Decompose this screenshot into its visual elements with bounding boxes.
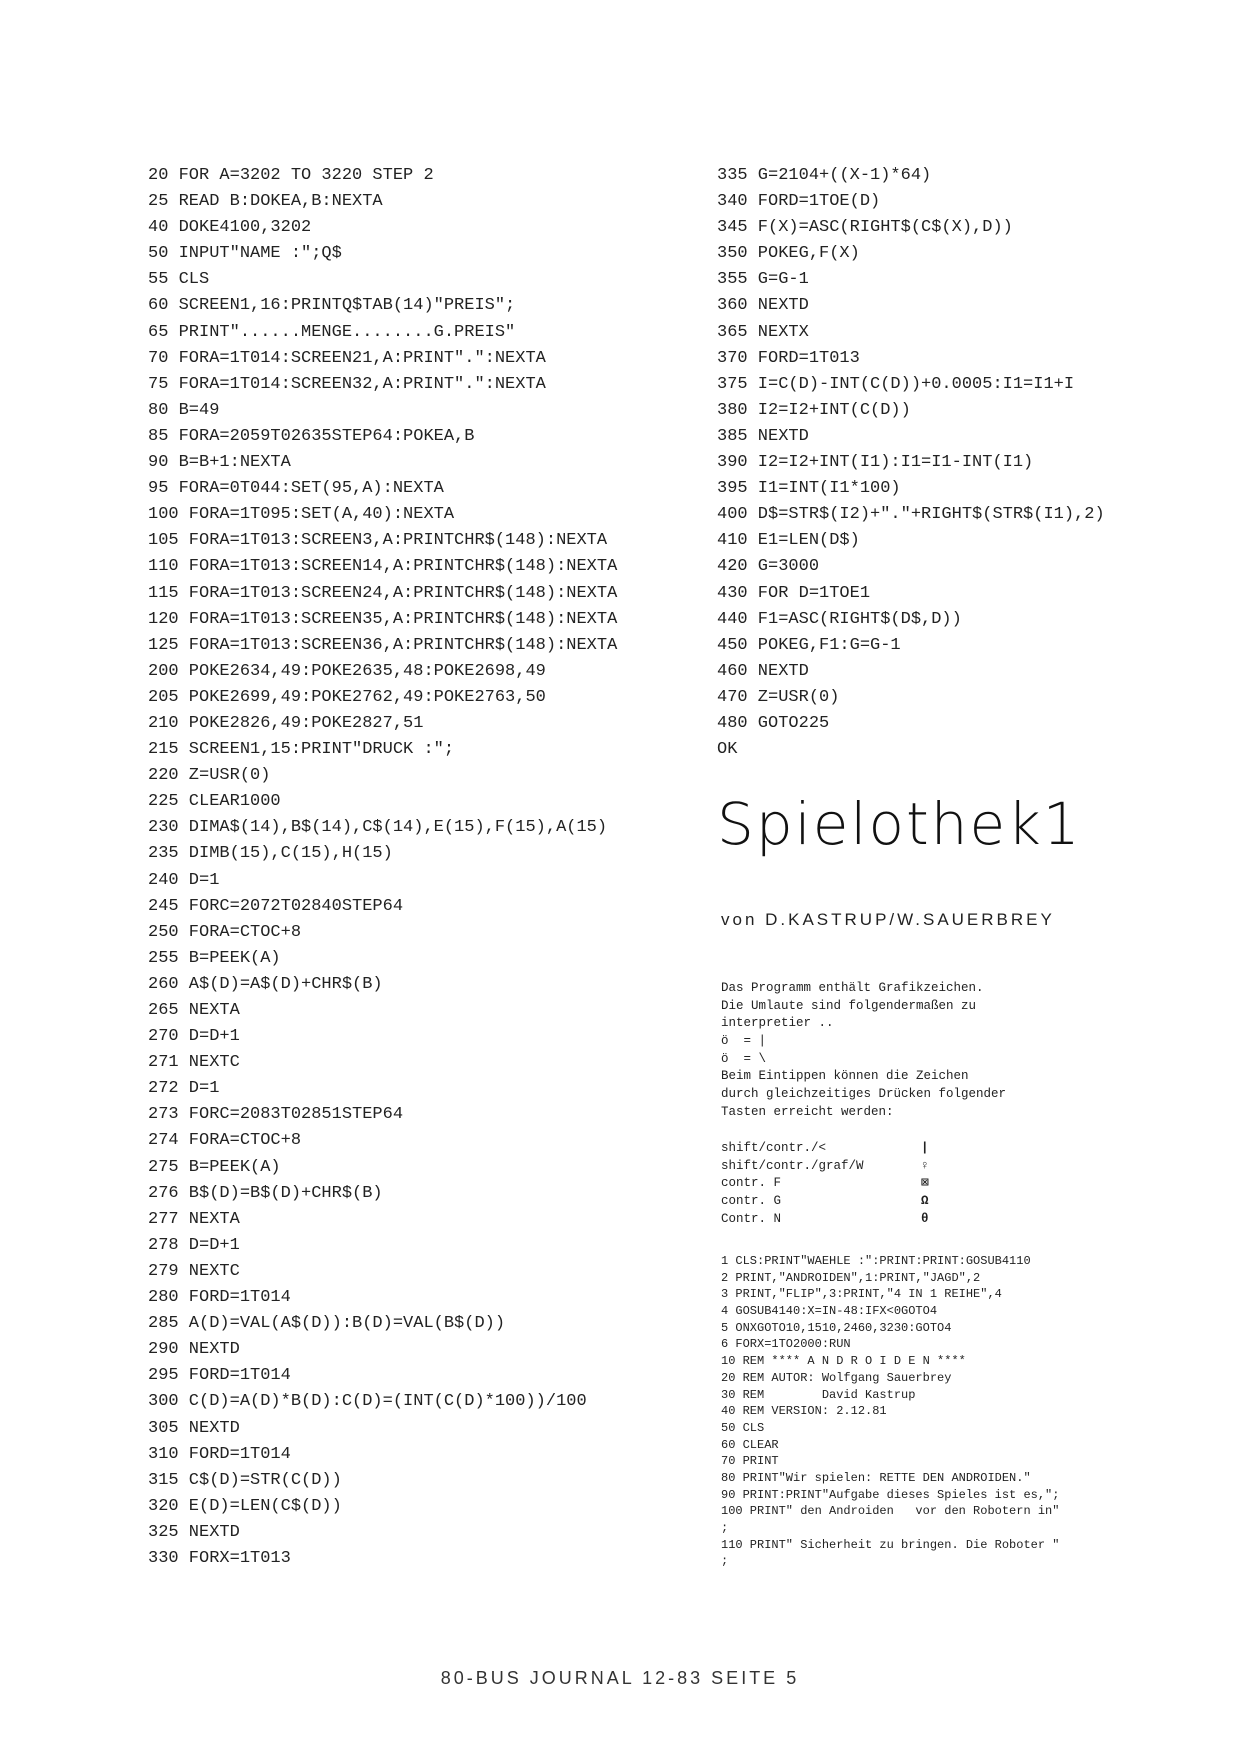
code-line: 20 REM AUTOR: Wolfgang Sauerbrey xyxy=(721,1370,952,1385)
article-title: Spielothek1 xyxy=(717,790,1082,858)
code-line: 271 NEXTC xyxy=(148,1053,240,1073)
code-line: 430 FOR D=1TOE1 xyxy=(717,583,871,603)
code-line: 100 FORA=1T095:SET(A,40):NEXTA xyxy=(148,505,455,525)
code-line: 450 POKEG,F1:G=G-1 xyxy=(717,635,901,655)
code-line: 80 PRINT"Wir spielen: RETTE DEN ANDROIDEN." xyxy=(721,1470,1031,1485)
code-line: 260 A$(D)=A$(D)+CHR$(B) xyxy=(148,974,383,994)
code-line: 265 NEXTA xyxy=(148,1001,240,1020)
code-line: OK xyxy=(717,740,738,760)
key-combo: Contr. N xyxy=(721,1211,782,1226)
code-line: 330 FORX=1T013 xyxy=(148,1548,291,1568)
key-combo: contr. G xyxy=(721,1194,782,1209)
note-line: Tasten erreicht werden: xyxy=(721,1104,894,1119)
code-line: 400 D$=STR$(I2)+"."+RIGHT$(STR$(I1),2) xyxy=(717,505,1105,525)
code-line: 270 D=D+1 xyxy=(148,1027,240,1047)
code-line: 90 B=B+1:NEXTA xyxy=(148,453,291,473)
code-line: 273 FORC=2083T02851STEP64 xyxy=(148,1105,404,1125)
code-line: 115 FORA=1T013:SCREEN24,A:PRINTCHR$(148):NEXTA xyxy=(148,583,618,603)
key-combo: contr. F xyxy=(721,1176,782,1191)
code-line: 4 GOSUB4140:X=IN-48:IFX<0GOTO4 xyxy=(721,1304,938,1319)
basic-listing-left xyxy=(148,163,617,1572)
code-line: 295 FORD=1T014 xyxy=(148,1366,291,1386)
key-table xyxy=(721,1140,961,1228)
code-line: 255 B=PEEK(A) xyxy=(148,948,281,968)
article-byline: von D.KASTRUP/W.SAUERBREY xyxy=(721,910,1055,929)
code-line: 375 I=C(D)-INT(C(D))+0.0005:I1=I1+I xyxy=(717,374,1075,394)
code-line: 200 POKE2634,49:POKE2635,48:POKE2698,49 xyxy=(148,661,546,681)
code-line: 60 CLEAR xyxy=(721,1437,779,1452)
key-row xyxy=(721,1175,961,1193)
code-line: 40 DOKE4100,3202 xyxy=(148,218,312,238)
code-line: 110 PRINT" Sicherheit zu bringen. Die Roboter " xyxy=(721,1537,1060,1552)
code-line: 390 I2=I2+INT(I1):I1=I1-INT(I1) xyxy=(717,453,1034,473)
code-line: 315 C$(D)=STR(C(D)) xyxy=(148,1470,342,1490)
note-line: ö = | xyxy=(721,1034,767,1049)
code-line: 6 FORX=1TO2000:RUN xyxy=(721,1337,851,1352)
code-line: 230 DIMA$(14),B$(14),C$(14),E(15),F(15),A(15) xyxy=(148,818,608,838)
code-line: 272 D=1 xyxy=(148,1079,220,1099)
code-line: 395 I1=INT(I1*100) xyxy=(717,479,901,499)
code-line: 10 REM **** A N D R O I D E N **** xyxy=(721,1354,966,1369)
code-line: 350 POKEG,F(X) xyxy=(717,244,860,264)
code-line: 80 B=49 xyxy=(148,400,220,420)
graphic-char-symbol: Ω xyxy=(921,1194,929,1209)
code-line: 50 INPUT"NAME :";Q$ xyxy=(148,244,342,264)
code-line: 85 FORA=2059T02635STEP64:POKEA,B xyxy=(148,426,475,446)
graphic-char-symbol: ♀ xyxy=(921,1158,929,1173)
code-line: 5 ONXGOTO10,1510,2460,3230:GOTO4 xyxy=(721,1320,952,1335)
code-line: 325 NEXTD xyxy=(148,1522,240,1542)
code-line: 20 FOR A=3202 TO 3220 STEP 2 xyxy=(148,166,434,185)
code-line: 410 E1=LEN(D$) xyxy=(717,531,860,551)
code-line: 340 FORD=1TOE(D) xyxy=(717,192,881,212)
code-line: 60 SCREEN1,16:PRINTQ$TAB(14)"PREIS"; xyxy=(148,296,516,316)
code-line: 380 I2=I2+INT(C(D)) xyxy=(717,400,911,420)
graphic-char-symbol: ⊠ xyxy=(921,1176,929,1191)
code-line: 120 FORA=1T013:SCREEN35,A:PRINTCHR$(148):NEXTA xyxy=(148,609,618,629)
code-line: 250 FORA=CTOC+8 xyxy=(148,922,302,942)
code-line: 220 Z=USR(0) xyxy=(148,766,271,786)
graphic-char-symbol: | xyxy=(921,1141,929,1155)
code-line: 480 GOTO225 xyxy=(717,713,830,733)
note-line: Beim Eintippen können die Zeichen xyxy=(721,1069,969,1084)
code-line: 355 G=G-1 xyxy=(717,270,809,290)
code-line: 470 Z=USR(0) xyxy=(717,687,840,707)
code-line: 335 G=2104+((X-1)*64) xyxy=(717,166,932,185)
code-line: 277 NEXTA xyxy=(148,1209,240,1229)
code-line: 100 PRINT" den Androiden vor den Robotern in" xyxy=(721,1504,1060,1519)
note-line: Die Umlaute sind folgendermaßen zu xyxy=(721,998,977,1013)
key-row xyxy=(721,1211,961,1229)
note-line: Das Programm enthält Grafikzeichen. xyxy=(721,981,984,995)
code-line: 1 CLS:PRINT"WAEHLE :":PRINT:PRINT:GOSUB4110 xyxy=(721,1254,1031,1268)
code-line: 240 D=1 xyxy=(148,870,220,890)
code-line: 95 FORA=0T044:SET(95,A):NEXTA xyxy=(148,479,444,499)
code-line: 305 NEXTD xyxy=(148,1418,240,1438)
key-row xyxy=(721,1140,961,1158)
code-line: 110 FORA=1T013:SCREEN14,A:PRINTCHR$(148):NEXTA xyxy=(148,557,618,577)
code-line: 245 FORC=2072T02840STEP64 xyxy=(148,896,404,916)
code-line: 235 DIMB(15),C(15),H(15) xyxy=(148,844,393,864)
code-line: 125 FORA=1T013:SCREEN36,A:PRINTCHR$(148):NEXTA xyxy=(148,635,618,655)
code-line: 276 B$(D)=B$(D)+CHR$(B) xyxy=(148,1183,383,1203)
code-line: 385 NEXTD xyxy=(717,426,809,446)
code-line: 205 POKE2699,49:POKE2762,49:POKE2763,50 xyxy=(148,687,546,707)
code-line: 290 NEXTD xyxy=(148,1340,240,1360)
code-line: 345 F(X)=ASC(RIGHT$(C$(X),D)) xyxy=(717,218,1013,238)
code-line: 40 REM VERSION: 2.12.81 xyxy=(721,1404,887,1419)
code-line: 75 FORA=1T014:SCREEN32,A:PRINT".":NEXTA xyxy=(148,374,546,394)
code-line: 460 NEXTD xyxy=(717,661,809,681)
basic-listing-right xyxy=(717,163,1105,763)
code-line: 65 PRINT"......MENGE........G.PREIS" xyxy=(148,322,516,342)
key-combo: shift/contr./graf/W xyxy=(721,1158,864,1173)
code-line: 370 FORD=1T013 xyxy=(717,348,860,368)
graphic-char-symbol: θ xyxy=(921,1211,929,1226)
code-line: 105 FORA=1T013:SCREEN3,A:PRINTCHR$(148):NEXTA xyxy=(148,531,608,551)
code-line: 278 D=D+1 xyxy=(148,1235,240,1255)
code-line: 300 C(D)=A(D)*B(D):C(D)=(INT(C(D)*100))/100 xyxy=(148,1392,587,1412)
key-row xyxy=(721,1193,961,1211)
note-line: durch gleichzeitiges Drücken folgender xyxy=(721,1087,1007,1102)
code-line: 365 NEXTX xyxy=(717,322,809,342)
page-footer: 80-BUS JOURNAL 12-83 SEITE 5 xyxy=(440,1668,800,1688)
code-line: 420 G=3000 xyxy=(717,557,820,577)
article-notes xyxy=(721,980,1006,1122)
note-line: interpretier .. xyxy=(721,1016,834,1031)
code-line: ; xyxy=(721,1554,729,1569)
code-line: 25 READ B:DOKEA,B:NEXTA xyxy=(148,192,383,212)
code-line: 90 PRINT:PRINT"Aufgabe dieses Spieles ist es,"; xyxy=(721,1487,1060,1502)
key-combo: shift/contr./< xyxy=(721,1141,827,1155)
code-line: 320 E(D)=LEN(C$(D)) xyxy=(148,1496,342,1516)
note-line: ö = \ xyxy=(721,1051,767,1066)
code-line: 210 POKE2826,49:POKE2827,51 xyxy=(148,713,424,733)
code-line: 215 SCREEN1,15:PRINT"DRUCK :"; xyxy=(148,740,455,760)
code-line: 50 CLS xyxy=(721,1420,765,1435)
code-line: ; xyxy=(721,1521,729,1535)
code-line: 274 FORA=CTOC+8 xyxy=(148,1131,302,1151)
code-line: 275 B=PEEK(A) xyxy=(148,1157,281,1177)
code-line: 70 PRINT xyxy=(721,1454,779,1469)
key-row xyxy=(721,1158,961,1176)
code-line: 225 CLEAR1000 xyxy=(148,792,281,812)
code-line: 55 CLS xyxy=(148,270,210,290)
code-line: 310 FORD=1T014 xyxy=(148,1444,291,1464)
code-line: 280 FORD=1T014 xyxy=(148,1288,291,1308)
code-line: 3 PRINT,"FLIP",3:PRINT,"4 IN 1 REIHE",4 xyxy=(721,1287,1002,1302)
basic-listing-androiden xyxy=(721,1253,1059,1570)
code-line: 2 PRINT,"ANDROIDEN",1:PRINT,"JAGD",2 xyxy=(721,1270,981,1285)
code-line: 279 NEXTC xyxy=(148,1261,240,1281)
code-line: 285 A(D)=VAL(A$(D)):B(D)=VAL(B$(D)) xyxy=(148,1314,506,1334)
code-line: 440 F1=ASC(RIGHT$(D$,D)) xyxy=(717,609,962,629)
code-line: 360 NEXTD xyxy=(717,296,809,316)
code-line: 70 FORA=1T014:SCREEN21,A:PRINT".":NEXTA xyxy=(148,348,546,368)
code-line: 30 REM David Kastrup xyxy=(721,1387,916,1402)
